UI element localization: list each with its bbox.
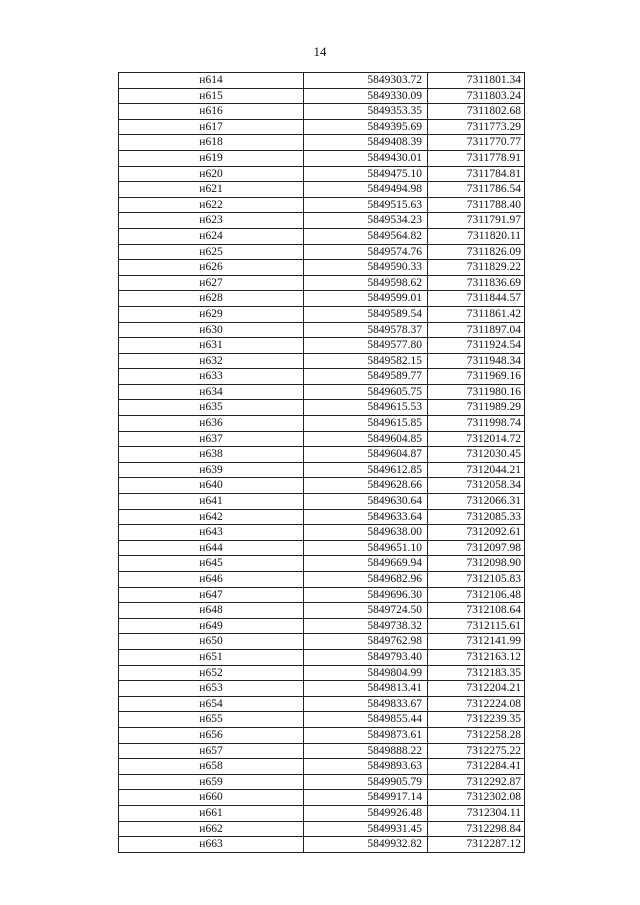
y-coordinate-cell: 7312098.90 <box>428 556 525 572</box>
table-row <box>119 649 525 665</box>
point-id-cell: н624 <box>119 228 304 244</box>
y-coordinate-cell: 7311791.97 <box>428 213 525 229</box>
point-id-cell: н636 <box>119 416 304 432</box>
table-row <box>119 119 525 135</box>
table-row <box>119 556 525 572</box>
table-row <box>119 260 525 276</box>
point-id-cell: н620 <box>119 166 304 182</box>
x-coordinate-cell: 5849724.50 <box>304 603 428 619</box>
x-coordinate-cell: 5849628.66 <box>304 478 428 494</box>
x-coordinate-cell: 5849833.67 <box>304 696 428 712</box>
x-coordinate-cell: 5849738.32 <box>304 618 428 634</box>
point-id-cell: н650 <box>119 634 304 650</box>
x-coordinate-cell: 5849430.01 <box>304 150 428 166</box>
y-coordinate-cell: 7312224.08 <box>428 696 525 712</box>
point-id-cell: н630 <box>119 322 304 338</box>
point-id-cell: н637 <box>119 431 304 447</box>
point-id-cell: н627 <box>119 275 304 291</box>
x-coordinate-cell: 5849605.75 <box>304 384 428 400</box>
table-row <box>119 369 525 385</box>
point-id-cell: н618 <box>119 135 304 151</box>
table-row <box>119 634 525 650</box>
point-id-cell: н651 <box>119 649 304 665</box>
table-row <box>119 681 525 697</box>
point-id-cell: н639 <box>119 462 304 478</box>
table-row <box>119 665 525 681</box>
table-row <box>119 135 525 151</box>
y-coordinate-cell: 7312097.98 <box>428 540 525 556</box>
x-coordinate-cell: 5849598.62 <box>304 275 428 291</box>
x-coordinate-cell: 5849888.22 <box>304 743 428 759</box>
point-id-cell: н616 <box>119 104 304 120</box>
y-coordinate-cell: 7312058.34 <box>428 478 525 494</box>
point-id-cell: н638 <box>119 447 304 463</box>
y-coordinate-cell: 7311897.04 <box>428 322 525 338</box>
y-coordinate-cell: 7311829.22 <box>428 260 525 276</box>
table-row <box>119 743 525 759</box>
y-coordinate-cell: 7312092.61 <box>428 525 525 541</box>
x-coordinate-cell: 5849515.63 <box>304 197 428 213</box>
point-id-cell: н663 <box>119 837 304 853</box>
point-id-cell: н659 <box>119 774 304 790</box>
table-row <box>119 462 525 478</box>
table-row <box>119 696 525 712</box>
x-coordinate-cell: 5849630.64 <box>304 494 428 510</box>
table-row <box>119 353 525 369</box>
point-id-cell: н615 <box>119 88 304 104</box>
x-coordinate-cell: 5849932.82 <box>304 837 428 853</box>
x-coordinate-cell: 5849589.77 <box>304 369 428 385</box>
point-id-cell: н656 <box>119 727 304 743</box>
x-coordinate-cell: 5849633.64 <box>304 509 428 525</box>
point-id-cell: н653 <box>119 681 304 697</box>
y-coordinate-cell: 7312239.35 <box>428 712 525 728</box>
x-coordinate-cell: 5849905.79 <box>304 774 428 790</box>
x-coordinate-cell: 5849615.53 <box>304 400 428 416</box>
x-coordinate-cell: 5849762.98 <box>304 634 428 650</box>
y-coordinate-cell: 7311773.29 <box>428 119 525 135</box>
table-row <box>119 540 525 556</box>
x-coordinate-cell: 5849696.30 <box>304 587 428 603</box>
point-id-cell: н640 <box>119 478 304 494</box>
y-coordinate-cell: 7312066.31 <box>428 494 525 510</box>
table-row <box>119 805 525 821</box>
y-coordinate-cell: 7312115.61 <box>428 618 525 634</box>
x-coordinate-cell: 5849574.76 <box>304 244 428 260</box>
x-coordinate-cell: 5849638.00 <box>304 525 428 541</box>
x-coordinate-cell: 5849303.72 <box>304 73 428 89</box>
page-number: 14 <box>313 44 327 59</box>
table-row <box>119 727 525 743</box>
y-coordinate-cell: 7312044.21 <box>428 462 525 478</box>
y-coordinate-cell: 7312183.35 <box>428 665 525 681</box>
table-row <box>119 712 525 728</box>
table-row <box>119 213 525 229</box>
x-coordinate-cell: 5849330.09 <box>304 88 428 104</box>
y-coordinate-cell: 7311770.77 <box>428 135 525 151</box>
point-id-cell: н622 <box>119 197 304 213</box>
point-id-cell: н652 <box>119 665 304 681</box>
point-id-cell: н654 <box>119 696 304 712</box>
table-row <box>119 384 525 400</box>
y-coordinate-cell: 7312085.33 <box>428 509 525 525</box>
y-coordinate-cell: 7312298.84 <box>428 821 525 837</box>
table-row <box>119 431 525 447</box>
x-coordinate-cell: 5849577.80 <box>304 338 428 354</box>
y-coordinate-cell: 7312287.12 <box>428 837 525 853</box>
y-coordinate-cell: 7311948.34 <box>428 353 525 369</box>
y-coordinate-cell: 7311844.57 <box>428 291 525 307</box>
table-row <box>119 759 525 775</box>
table-row <box>119 73 525 89</box>
x-coordinate-cell: 5849604.87 <box>304 447 428 463</box>
y-coordinate-cell: 7312302.08 <box>428 790 525 806</box>
table-row <box>119 291 525 307</box>
x-coordinate-cell: 5849590.33 <box>304 260 428 276</box>
coordinates-table <box>118 72 525 853</box>
y-coordinate-cell: 7311980.16 <box>428 384 525 400</box>
y-coordinate-cell: 7312108.64 <box>428 603 525 619</box>
table-row <box>119 400 525 416</box>
table-row <box>119 228 525 244</box>
point-id-cell: н645 <box>119 556 304 572</box>
table-row <box>119 587 525 603</box>
y-coordinate-cell: 7311836.69 <box>428 275 525 291</box>
table-row <box>119 166 525 182</box>
point-id-cell: н648 <box>119 603 304 619</box>
x-coordinate-cell: 5849353.35 <box>304 104 428 120</box>
point-id-cell: н641 <box>119 494 304 510</box>
y-coordinate-cell: 7312258.28 <box>428 727 525 743</box>
table-row <box>119 478 525 494</box>
table-row <box>119 88 525 104</box>
x-coordinate-cell: 5849873.61 <box>304 727 428 743</box>
table-row <box>119 618 525 634</box>
x-coordinate-cell: 5849604.85 <box>304 431 428 447</box>
x-coordinate-cell: 5849408.39 <box>304 135 428 151</box>
coordinates-table-body <box>119 73 525 853</box>
point-id-cell: н644 <box>119 540 304 556</box>
x-coordinate-cell: 5849395.69 <box>304 119 428 135</box>
point-id-cell: н634 <box>119 384 304 400</box>
y-coordinate-cell: 7311784.81 <box>428 166 525 182</box>
y-coordinate-cell: 7312204.21 <box>428 681 525 697</box>
x-coordinate-cell: 5849804.99 <box>304 665 428 681</box>
point-id-cell: н626 <box>119 260 304 276</box>
point-id-cell: н660 <box>119 790 304 806</box>
table-row <box>119 447 525 463</box>
x-coordinate-cell: 5849931.45 <box>304 821 428 837</box>
table-row <box>119 244 525 260</box>
point-id-cell: н655 <box>119 712 304 728</box>
x-coordinate-cell: 5849855.44 <box>304 712 428 728</box>
y-coordinate-cell: 7312163.12 <box>428 649 525 665</box>
point-id-cell: н628 <box>119 291 304 307</box>
table-row <box>119 509 525 525</box>
table-row <box>119 821 525 837</box>
table-row <box>119 306 525 322</box>
point-id-cell: н647 <box>119 587 304 603</box>
table-row <box>119 275 525 291</box>
point-id-cell: н623 <box>119 213 304 229</box>
y-coordinate-cell: 7312304.11 <box>428 805 525 821</box>
point-id-cell: н661 <box>119 805 304 821</box>
y-coordinate-cell: 7312105.83 <box>428 572 525 588</box>
point-id-cell: н658 <box>119 759 304 775</box>
y-coordinate-cell: 7312014.72 <box>428 431 525 447</box>
x-coordinate-cell: 5849926.48 <box>304 805 428 821</box>
table-row <box>119 150 525 166</box>
x-coordinate-cell: 5849615.85 <box>304 416 428 432</box>
table-row <box>119 790 525 806</box>
x-coordinate-cell: 5849534.23 <box>304 213 428 229</box>
y-coordinate-cell: 7311801.34 <box>428 73 525 89</box>
table-row <box>119 104 525 120</box>
point-id-cell: н629 <box>119 306 304 322</box>
point-id-cell: н632 <box>119 353 304 369</box>
table-row <box>119 572 525 588</box>
table-row <box>119 338 525 354</box>
table-row <box>119 525 525 541</box>
x-coordinate-cell: 5849612.85 <box>304 462 428 478</box>
y-coordinate-cell: 7311924.54 <box>428 338 525 354</box>
table-row <box>119 182 525 198</box>
y-coordinate-cell: 7311820.11 <box>428 228 525 244</box>
point-id-cell: н646 <box>119 572 304 588</box>
table-row <box>119 837 525 853</box>
x-coordinate-cell: 5849669.94 <box>304 556 428 572</box>
x-coordinate-cell: 5849564.82 <box>304 228 428 244</box>
point-id-cell: н642 <box>119 509 304 525</box>
y-coordinate-cell: 7311826.09 <box>428 244 525 260</box>
y-coordinate-cell: 7311786.54 <box>428 182 525 198</box>
y-coordinate-cell: 7312141.99 <box>428 634 525 650</box>
x-coordinate-cell: 5849793.40 <box>304 649 428 665</box>
x-coordinate-cell: 5849893.63 <box>304 759 428 775</box>
y-coordinate-cell: 7312030.45 <box>428 447 525 463</box>
x-coordinate-cell: 5849578.37 <box>304 322 428 338</box>
y-coordinate-cell: 7311969.16 <box>428 369 525 385</box>
y-coordinate-cell: 7311989.29 <box>428 400 525 416</box>
y-coordinate-cell: 7311861.42 <box>428 306 525 322</box>
x-coordinate-cell: 5849813.41 <box>304 681 428 697</box>
y-coordinate-cell: 7312284.41 <box>428 759 525 775</box>
table-row <box>119 416 525 432</box>
point-id-cell: н662 <box>119 821 304 837</box>
y-coordinate-cell: 7312106.48 <box>428 587 525 603</box>
table-row <box>119 603 525 619</box>
x-coordinate-cell: 5849651.10 <box>304 540 428 556</box>
table-row <box>119 322 525 338</box>
point-id-cell: н621 <box>119 182 304 198</box>
y-coordinate-cell: 7312292.87 <box>428 774 525 790</box>
x-coordinate-cell: 5849917.14 <box>304 790 428 806</box>
table-row <box>119 197 525 213</box>
table-row <box>119 774 525 790</box>
table-row <box>119 494 525 510</box>
point-id-cell: н625 <box>119 244 304 260</box>
point-id-cell: н643 <box>119 525 304 541</box>
x-coordinate-cell: 5849582.15 <box>304 353 428 369</box>
y-coordinate-cell: 7311788.40 <box>428 197 525 213</box>
y-coordinate-cell: 7311802.68 <box>428 104 525 120</box>
point-id-cell: н614 <box>119 73 304 89</box>
y-coordinate-cell: 7311998.74 <box>428 416 525 432</box>
point-id-cell: н635 <box>119 400 304 416</box>
point-id-cell: н657 <box>119 743 304 759</box>
point-id-cell: н633 <box>119 369 304 385</box>
point-id-cell: н617 <box>119 119 304 135</box>
x-coordinate-cell: 5849475.10 <box>304 166 428 182</box>
y-coordinate-cell: 7312275.22 <box>428 743 525 759</box>
point-id-cell: н619 <box>119 150 304 166</box>
x-coordinate-cell: 5849599.01 <box>304 291 428 307</box>
point-id-cell: н631 <box>119 338 304 354</box>
point-id-cell: н649 <box>119 618 304 634</box>
y-coordinate-cell: 7311803.24 <box>428 88 525 104</box>
x-coordinate-cell: 5849682.96 <box>304 572 428 588</box>
y-coordinate-cell: 7311778.91 <box>428 150 525 166</box>
x-coordinate-cell: 5849494.98 <box>304 182 428 198</box>
x-coordinate-cell: 5849589.54 <box>304 306 428 322</box>
